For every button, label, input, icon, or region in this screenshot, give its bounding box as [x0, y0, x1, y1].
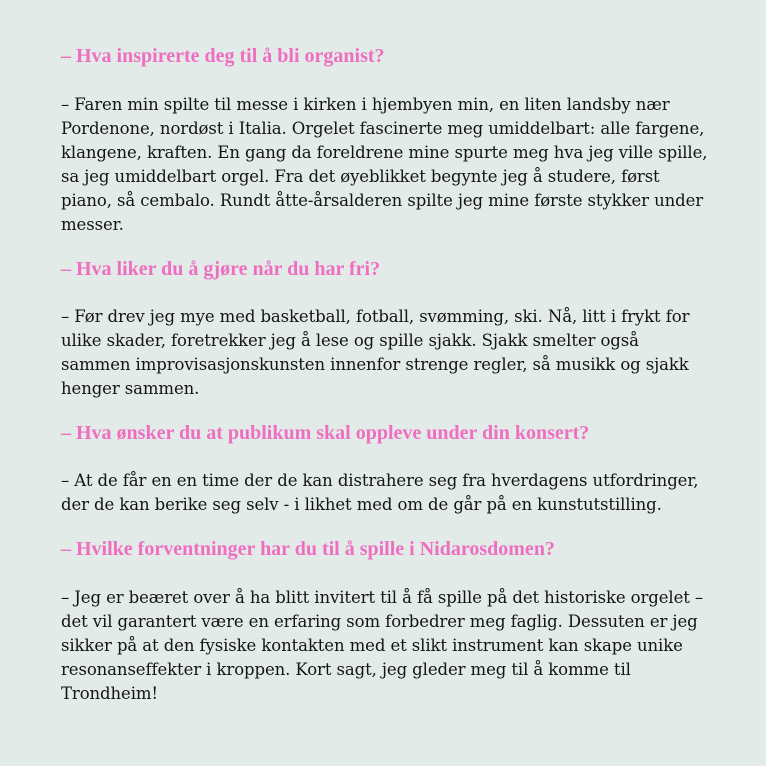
interview-page — [61, 44, 711, 706]
qa-block — [61, 421, 711, 517]
interview-question: – Hva liker du å gjøre når du har fri? — [61, 258, 381, 280]
interview-answer: – Faren min spilte til messe i kirken i hjembyen min, en liten landsby nær Pordenone, nordøst i Italia. Orgelet fascinerte meg umiddelbart: alle fargene, klangene, kraften. En gang da foreldrene mine spurte meg hva jeg ville spille, sa jeg umiddelbart orgel. Fra det øyeblikket begynte jeg å studere, først piano, så cembalo. Rundt åtte-årsalderen spilte jeg mine første stykker under messer. — [61, 95, 708, 234]
interview-answer: – Før drev jeg mye med basketball, fotball, svømming, ski. Nå, litt i frykt for ulike skader, foretrekker jeg å lese og spille sjakk. Sjakk smelter også sammen improvisasjonskunsten innenfor strenge regler, så musikk og sjakk henger sammen. — [61, 307, 690, 398]
interview-answer: – Jeg er beæret over å ha blitt invitert til å få spille på det historiske orgelet – det vil garantert være en erfaring som forbedrer meg faglig. Dessuten er jeg sikker på at den fysiske kontakten med et slikt instrument kan skape unike resonanseffekter i kroppen. Kort sagt, jeg gleder meg til å komme til Trondheim! — [61, 588, 704, 703]
qa-block — [61, 44, 711, 237]
qa-block — [61, 257, 711, 401]
interview-question: – Hvilke forventninger har du til å spille i Nidarosdomen? — [61, 538, 555, 560]
qa-block — [61, 537, 711, 706]
interview-question: – Hva ønsker du at publikum skal oppleve under din konsert? — [61, 422, 590, 444]
interview-answer: – At de får en en time der de kan distrahere seg fra hverdagens utfordringer, der de kan berike seg selv - i likhet med om de går på en kunstutstilling. — [61, 471, 699, 514]
interview-question: – Hva inspirerte deg til å bli organist? — [61, 45, 385, 67]
